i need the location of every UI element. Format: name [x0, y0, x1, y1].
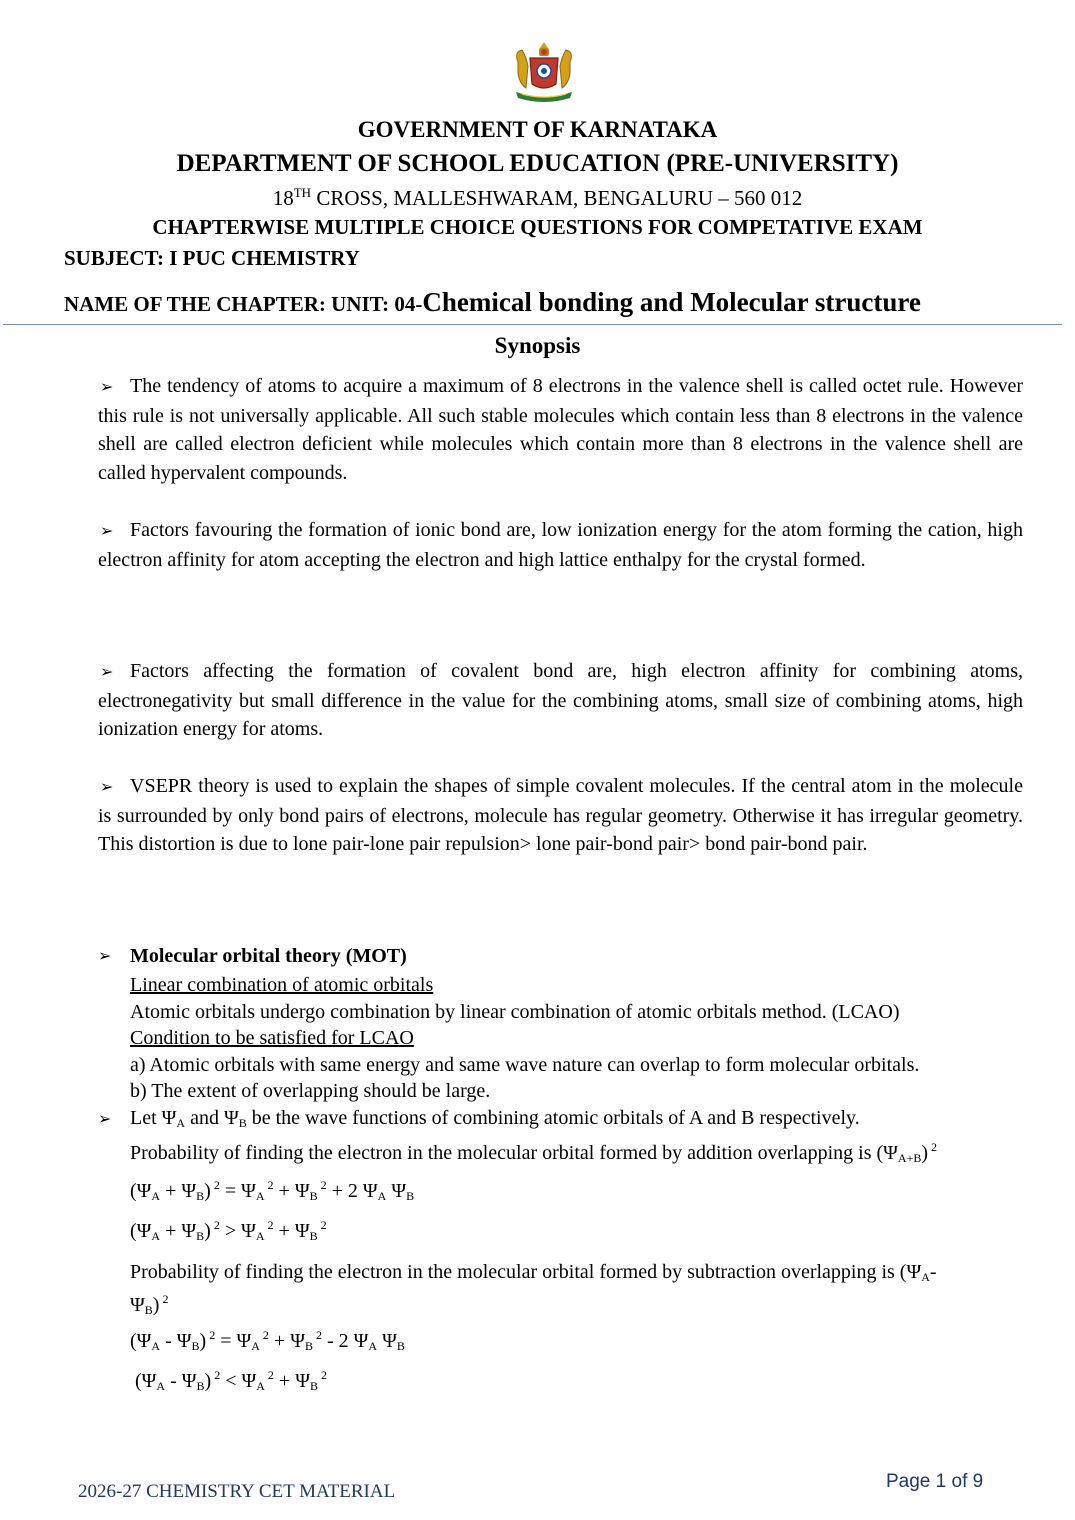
wave-function-statement: Let $\Psi_A$ and $\Psi_B$ be the wave functions of combining atomic orbitals of A and B respectively.	[130, 1107, 860, 1130]
chapter-line: NAME OF THE CHAPTER: UNIT: 04-Chemical bonding and Molecular structure	[64, 287, 921, 317]
synopsis-point-ionic-bond: ➢ Factors favouring the formation of ionic bond are, low ionization energy for the atom forming the cation, high electron affinity for atom accepting the electron and high lattice enthalpy for the crystal formed.	[98, 519, 1023, 571]
synopsis-point-vsepr: ➢ VSEPR theory is used to explain the shapes of simple covalent molecules. If the central atom in the molecule is surrounded by only bond pairs of electrons, molecule has regular geometry. Otherwise it has irregular geometry. This distortion is due to lone pair-lone pair repulsion> lone pair-bond pair> bond pair-bond pair.	[98, 775, 1023, 856]
probability-subtraction: Probability of finding the electron in the molecular orbital formed by subtraction overlapping is ($\Psi_A-$	[130, 1261, 937, 1284]
document-subtitle: CHAPTERWISE MULTIPLE CHOICE QUESTIONS FOR COMPETATIVE EXAM	[152, 215, 923, 239]
synopsis-point-covalent-bond: ➢ Factors affecting the formation of covalent bond are, high electron affinity for combining atoms, electronegativity but small difference in the value for the combining atoms, small size of combining atoms, high ionization energy for atoms.	[98, 660, 1023, 741]
bullet-arrow-icon: ➢	[98, 946, 112, 965]
equation-subtraction-inequality: $(\Psi_A - \Psi_B) ^2 < \Psi_A$ $^2 + \Psi_B$ $^2$	[135, 1368, 327, 1393]
header-divider	[3, 324, 1062, 325]
probability-addition: Probability of finding the electron in the molecular orbital formed by addition overlapping is $(\Psi_{A+B})$ $^2$	[130, 1140, 938, 1165]
footer-material-label: 2026-27 CHEMISTRY CET MATERIAL	[78, 1481, 396, 1502]
bullet-arrow-icon: ➢	[100, 662, 114, 681]
department-title: DEPARTMENT OF SCHOOL EDUCATION (PRE-UNIVERSITY)	[176, 150, 899, 177]
subject-line: SUBJECT: I PUC CHEMISTRY	[64, 246, 360, 270]
probability-subtraction-cont: $\Psi_B$) $^2$	[130, 1292, 169, 1317]
page-number: Page 1 of 9	[886, 1471, 984, 1492]
condition-heading: Condition to be satisfied for LCAO	[130, 1027, 414, 1049]
mot-heading: Molecular orbital theory (MOT)	[130, 945, 407, 967]
bullet-arrow-icon: ➢	[98, 1109, 112, 1128]
synopsis-heading: Synopsis	[494, 333, 581, 358]
condition-b: b) The extent of overlapping should be large.	[130, 1080, 491, 1102]
bullet-arrow-icon: ➢	[100, 777, 114, 796]
equation-addition-inequality: $(\Psi_A + \Psi_B) ^2 > \Psi_A$ $^2 + \Psi_B$ $^2$	[130, 1218, 327, 1243]
bullet-arrow-icon: ➢	[100, 377, 114, 396]
chapter-name: Chemical bonding and Molecular structure	[422, 287, 921, 317]
address-line: 18TH CROSS, MALLESHWARAM, BENGALURU – 560 012	[272, 185, 803, 210]
lcao-heading: Linear combination of atomic orbitals	[130, 974, 434, 996]
equation-subtraction-expansion: $(\Psi_A - \Psi_B) ^2 = \Psi_A$ $^2 + \Psi_B$ $^2$ - 2 $\Psi_A$ $\Psi_B$	[130, 1328, 405, 1353]
karnataka-emblem-icon	[506, 40, 582, 106]
synopsis-point-octet-rule: ➢ The tendency of atoms to acquire a maximum of 8 electrons in the valence shell is called octet rule. However this rule is not universally applicable. All such stable molecules which contain less than 8 electrons in the valence shell are called electron deficient while molecules which contain more than 8 electrons in the valence shell are called hypervalent compounds.	[98, 375, 1023, 484]
lcao-text: Atomic orbitals undergo combination by linear combination of atomic orbitals method. (LCAO)	[130, 1001, 900, 1023]
equation-addition-expansion: $(\Psi_A + \Psi_B) ^2 = \Psi_A$ $^2 + \Psi_B$ $^2$ + 2 $\Psi_A$ $\Psi_B$	[130, 1178, 415, 1203]
condition-a: a) Atomic orbitals with same energy and same wave nature can overlap to form molecular orbitals.	[130, 1054, 920, 1076]
government-title: GOVERNMENT OF KARNATAKA	[357, 117, 718, 142]
bullet-arrow-icon: ➢	[100, 521, 114, 540]
